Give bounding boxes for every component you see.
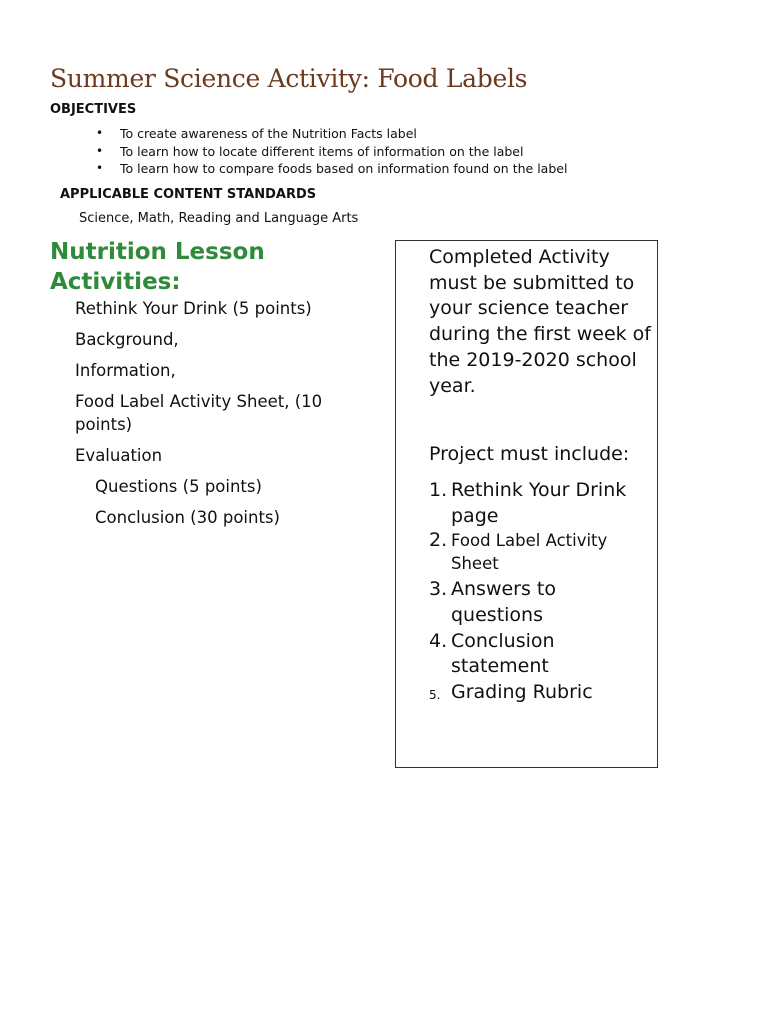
standards-heading: APPLICABLE CONTENT STANDARDS bbox=[60, 187, 317, 202]
deadline-text: Completed Activity must be submitted to your science teacher during the first week of the 2019-2020 school year. bbox=[429, 246, 651, 397]
activity-item: Rethink Your Drink (5 points) bbox=[75, 299, 312, 318]
item-text: Rethink Your Drink page bbox=[451, 478, 627, 527]
activity-item: Food Label Activity Sheet, (10 points) bbox=[75, 392, 323, 434]
bullet-icon: • bbox=[96, 143, 104, 158]
item-number: 1. bbox=[429, 478, 448, 501]
evaluation-item: Questions (5 points) bbox=[95, 477, 262, 496]
bullet-icon: • bbox=[96, 161, 104, 175]
item-text: Food Label Activity Sheet bbox=[451, 531, 608, 574]
include-item bbox=[429, 680, 654, 706]
item-text: Grading Rubric bbox=[451, 681, 593, 704]
objective-text: To create awareness of the Nutrition Facts label bbox=[120, 126, 417, 141]
objectives-heading: OBJECTIVES bbox=[50, 102, 137, 117]
bullet-icon: • bbox=[96, 126, 104, 140]
include-item bbox=[429, 529, 654, 577]
activities-list bbox=[75, 297, 375, 537]
item-number: 4. bbox=[429, 629, 448, 652]
include-item bbox=[429, 577, 654, 628]
objective-text: To learn how to locate different items of information on the label bbox=[120, 143, 524, 159]
standards-text: Science, Math, Reading and Language Arts bbox=[79, 211, 359, 226]
lesson-heading: Nutrition Lesson Activities: bbox=[50, 239, 265, 295]
activity-item: Information, bbox=[75, 361, 176, 380]
item-text: Answers to questions bbox=[451, 578, 556, 627]
objective-item bbox=[90, 125, 567, 143]
objectives-list bbox=[90, 125, 567, 178]
item-text: Conclusion statement bbox=[451, 629, 555, 678]
objective-item bbox=[90, 143, 567, 161]
evaluation-item: Conclusion (30 points) bbox=[95, 508, 280, 527]
include-heading: Project must include: bbox=[429, 443, 630, 466]
activity-item: Background, bbox=[75, 330, 179, 349]
objective-text: To learn how to compare foods based on information found on the label bbox=[120, 161, 568, 176]
activity-item: Evaluation bbox=[75, 446, 163, 465]
include-item bbox=[429, 478, 654, 529]
page-title: Summer Science Activity: Food Labels bbox=[50, 64, 528, 93]
include-list bbox=[429, 478, 654, 706]
requirements-box bbox=[395, 240, 658, 768]
include-item bbox=[429, 629, 654, 680]
item-number: 3. bbox=[429, 578, 448, 601]
item-number: 2. bbox=[429, 529, 448, 552]
objective-item bbox=[90, 160, 567, 178]
item-number: 5. bbox=[429, 688, 441, 703]
